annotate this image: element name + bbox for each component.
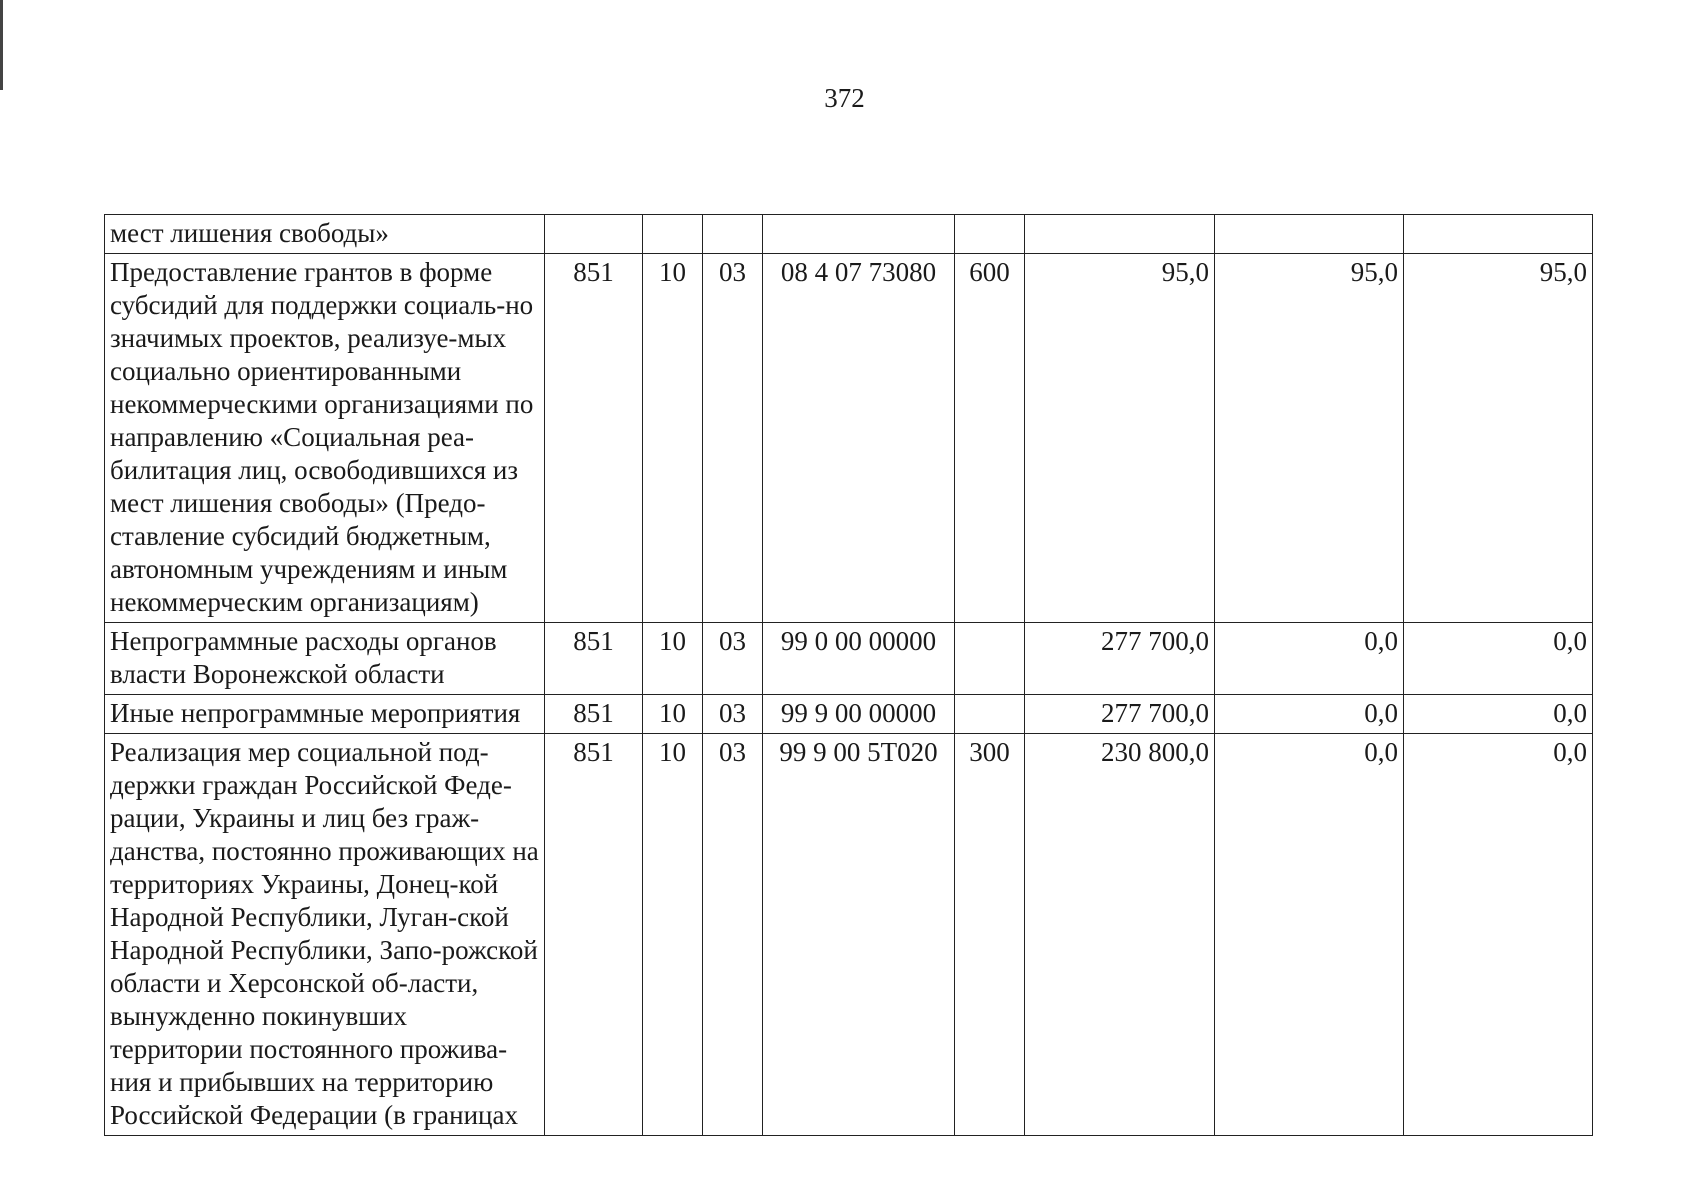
cell-amount-3: 95,0 [1404,254,1593,623]
table-row [105,734,1593,1136]
cell-section: 10 [643,695,703,734]
cell-target-article: 99 0 00 00000 [763,623,955,695]
cell-subsection: 03 [703,695,763,734]
cell-section: 10 [643,254,703,623]
cell-amount-1: 95,0 [1025,254,1215,623]
table-row [105,254,1593,623]
cell-subsection: 03 [703,254,763,623]
cell-amount-1: 230 800,0 [1025,734,1215,1136]
cell-name: Предоставление грантов в форме субсидий для поддержки социаль-но значимых проектов, реализуе-мых социально ориентированными некоммерческими организациями по направлению «Социальная реа-билитация лиц, освободившихся из мест лишения свободы» (Предо-ставление субсидий бюджетным, автономным учреждениям и иным некоммерческим организациям) [105,254,545,623]
cell-amount-2: 0,0 [1215,695,1404,734]
table-row [105,695,1593,734]
cell-expense-type [955,623,1025,695]
page-number: 372 [824,83,865,113]
cell-name: Реализация мер социальной под-держки граждан Российской Феде-рации, Украины и лиц без граж-данства, постоянно проживающих на территориях Украины, Донец-кой Народной Республики, Луган-ской Народной Республики, Запо-рожской области и Херсонской об-ласти, вынужденно покинувших территории постоянного прожива-ния и прибывших на территорию Российской Федерации (в границах [105,734,545,1136]
cell-expense-type: 300 [955,734,1025,1136]
cell-amount-1: 277 700,0 [1025,695,1215,734]
cell-target-article: 99 9 00 5Т020 [763,734,955,1136]
cell-amount-2: 95,0 [1215,254,1404,623]
cell-subsection: 03 [703,623,763,695]
cell-amount-1: 277 700,0 [1025,623,1215,695]
cell-expense-type [955,215,1025,254]
cell-section: 10 [643,734,703,1136]
cell-amount-2: 0,0 [1215,623,1404,695]
cell-amount-2: 0,0 [1215,734,1404,1136]
scan-edge [0,0,3,90]
budget-table [104,214,1593,1136]
cell-amount-3: 0,0 [1404,734,1593,1136]
cell-amount-3 [1404,215,1593,254]
cell-name: Непрограммные расходы органов власти Воронежской области [105,623,545,695]
cell-amount-2 [1215,215,1404,254]
cell-subsection [703,215,763,254]
cell-grbs: 851 [545,623,643,695]
cell-grbs: 851 [545,254,643,623]
cell-amount-3: 0,0 [1404,695,1593,734]
cell-section: 10 [643,623,703,695]
cell-name: Иные непрограммные мероприятия [105,695,545,734]
cell-grbs: 851 [545,695,643,734]
cell-grbs [545,215,643,254]
cell-target-article: 99 9 00 00000 [763,695,955,734]
cell-target-article [763,215,955,254]
cell-amount-3: 0,0 [1404,623,1593,695]
cell-target-article: 08 4 07 73080 [763,254,955,623]
cell-expense-type: 600 [955,254,1025,623]
cell-subsection: 03 [703,734,763,1136]
cell-section [643,215,703,254]
cell-grbs: 851 [545,734,643,1136]
cell-amount-1 [1025,215,1215,254]
cell-name: мест лишения свободы» [105,215,545,254]
cell-expense-type [955,695,1025,734]
table-row [105,215,1593,254]
table-row [105,623,1593,695]
